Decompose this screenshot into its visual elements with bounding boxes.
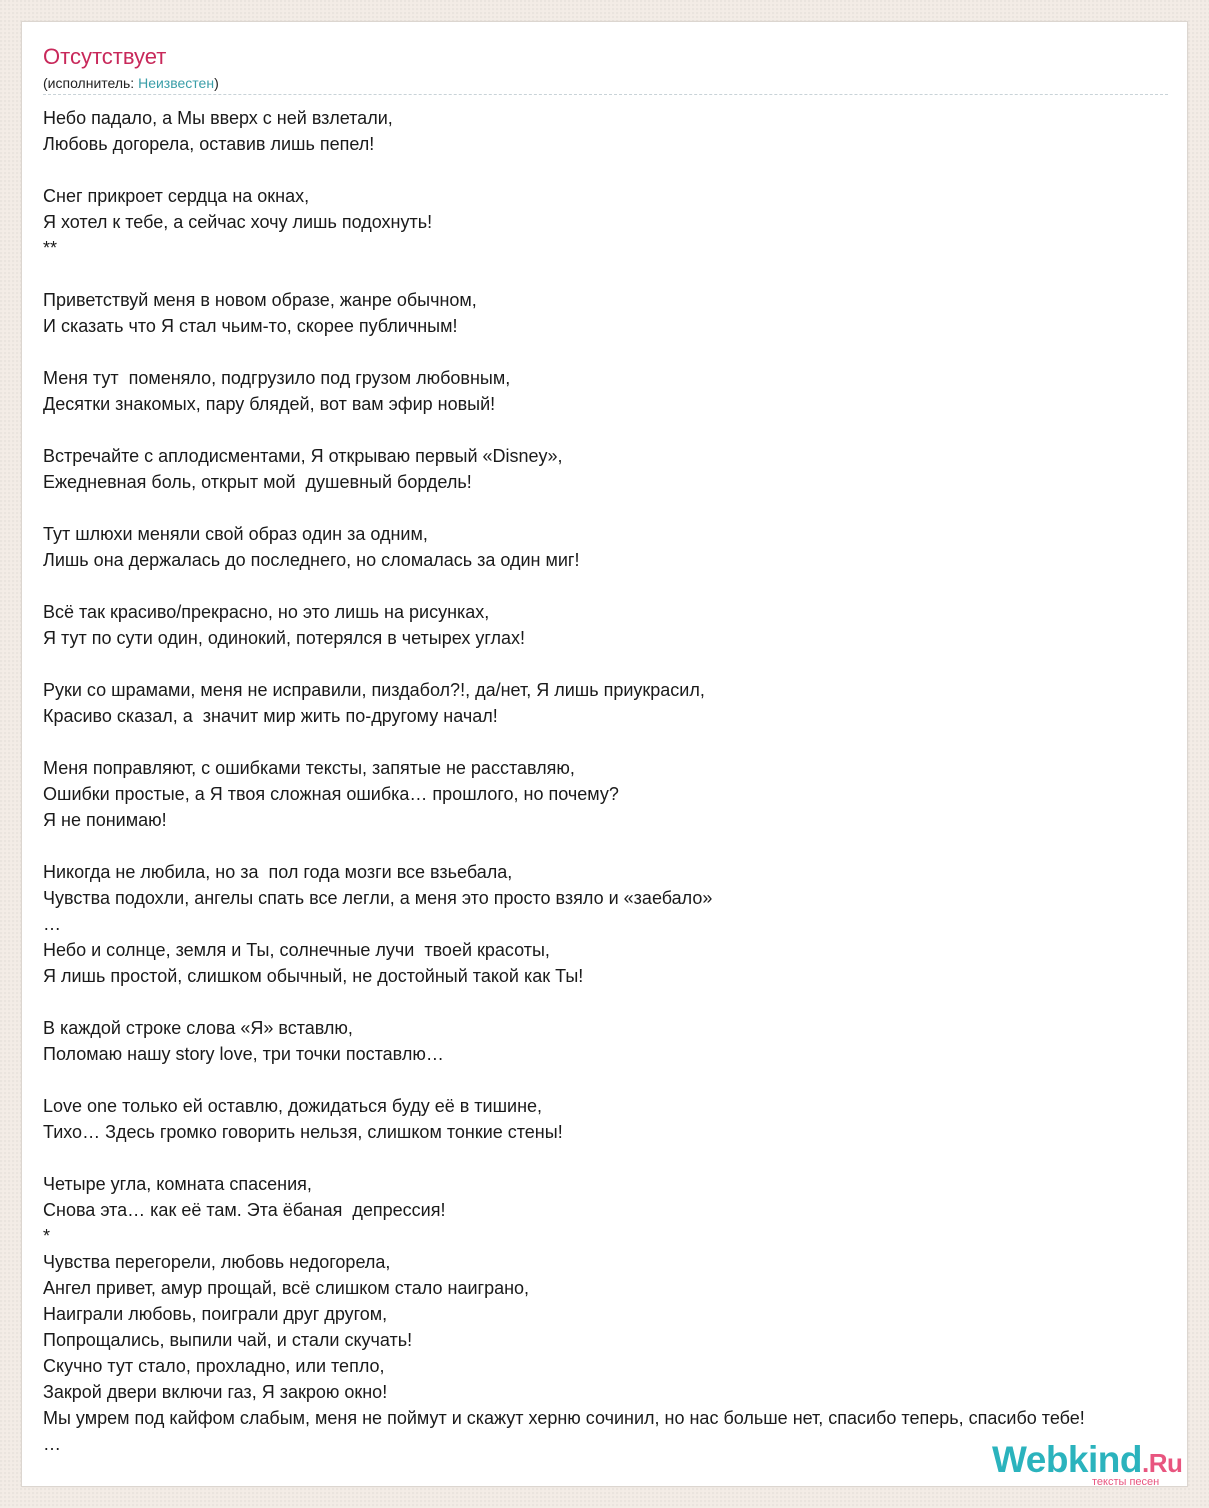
title-divider: [43, 94, 1168, 95]
artist-link[interactable]: Неизвестен: [138, 75, 215, 91]
logo-tld: .Ru: [1142, 1448, 1183, 1478]
logo-name: Webkind: [992, 1439, 1142, 1480]
webkind-logo[interactable]: [992, 1440, 1187, 1486]
artist-suffix: ): [214, 75, 219, 91]
lyrics-card: [21, 21, 1188, 1487]
lyrics-text: Небо падало, а Мы вверх с ней взлетали, Любовь догорела, оставив лишь пепел! Снег прикроет сердца на окнах, Я хотел к тебе, а сейчас хочу лишь подохнуть! ** Приветствуй меня в новом образе, жанре обычном, И сказать что Я стал чьим-то, скорее публичным! Меня тут поменяло, подгрузило под грузом любовным, Десятки знакомых, пару блядей, вот вам эфир новый! Встречайте с аплодисментами, Я открываю первый «Disney», Ежедневная боль, открыт мой душевный бордель! Тут шлюхи меняли свой образ один за одним, Лишь она держалась до последнего, но сломалась за один миг! Всё так красиво/прекрасно, но это лишь на рисунках, Я тут по сути один, одинокий, потерялся в четырех углах! Руки со шрамами, меня не исправили, пиздабол?!, да/нет, Я лишь приукрасил, Красиво сказал, а значит мир жить по-другому начал! Меня поправляют, с ошибками тексты, запятые не расставляю, Ошибки простые, а Я твоя сложная ошибка… прошлого, но почему? Я не понимаю! Никогда не любила, но за пол года мозги все взьебала, Чувства подохли, ангелы спать все легли, а меня это просто взяло и «заебало» … Небо и солнце, земля и Ты, солнечные лучи твоей красоты, Я лишь простой, слишком обычный, не достойный такой как Ты! В каждой строке слова «Я» вставлю, Поломаю нашу story love, три точки поставлю… Love one только ей оставлю, дожидаться буду её в тишине, Тихо… Здесь громко говорить нельзя, слишком тонкие стены! Четыре угла, комната спасения, Снова эта… как её там. Эта ёбаная депрессия! * Чувства перегорели, любовь недогорела, Ангел привет, амур прощай, всё слишком стало наиграно, Наиграли любовь, поиграли друг другом, Попрощались, выпили чай, и стали скучать! Скучно тут стало, прохладно, или тепло, Закрой двери включи газ, Я закрою окно! Мы умрем под кайфом слабым, меня не поймут и скажут херню сочинил, но нас больше нет, спасибо теперь, спасибо тебе! …: [43, 108, 1085, 1454]
song-title: Отсутствует: [43, 44, 167, 69]
logo-tagline: тексты песен: [1092, 1476, 1160, 1487]
artist-line: [43, 74, 219, 92]
artist-prefix: (исполнитель:: [43, 75, 139, 91]
